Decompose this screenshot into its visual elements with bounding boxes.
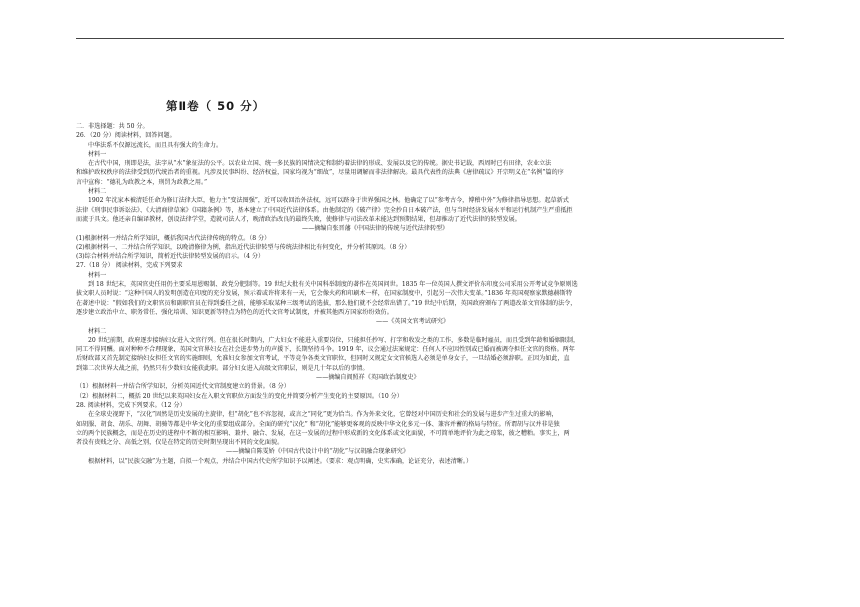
question-27-stem: 27.（18 分） 阅读材料，完成下列要求: [76, 262, 183, 270]
q26-material-2-text: 1902 年沈家本被清廷任命为修订法律大臣，他力主“变法图强”，近可以收回治外法权，远可以跻身于世界强国之林。他确定了以“参考古今，博稽中外”为修律指导思想。起草新式: [88, 197, 569, 205]
section-title: 第Ⅱ卷（ 50 分）: [166, 99, 266, 113]
q27-subquestion-1: （1）根据材料一并结合所学知识，分析英国近代文官制度建立的背景。（8 分）: [76, 383, 290, 391]
q28-material-text: 立的两个民族概念，而是在历史的进程中不断的相互影响、兼并、融合、发展，在这一发展的过程中形成新的文化体系或文化面貌，不可简单地评价为此之琼浆，彼之糟粕。事实上，两: [76, 429, 570, 437]
q27-material-2-text: 后财政部又首先制定接纳妇女担任文官的实施细则，允准妇女参加文官考试，平等竞争各类文官职位，但同时又规定女文官候选人必须是单身女子，一旦结婚必须辞职。正因为如此，直: [76, 355, 570, 363]
exam-page: [76, 98, 784, 466]
q27-material-2-label: 材料二: [88, 327, 107, 335]
q28-source-citation: ——摘编自陈雯娇《中国古代设计中的“胡化”与汉胡融合现象研究》: [226, 448, 409, 456]
q28-task: 根据材料，以“民族交融”为主题，自拟一个观点，并结合中国古代史所学知识予以阐述。（要求：观点明确，史实准确，论证充分，表述清晰。）: [88, 457, 473, 465]
q27-material-2-text: 20 世纪前期，政府逐步接纳妇女进入文官行列。但在很长时期内，广大妇女不能进入重要岗位，只能担任抄写、打字和收发之类的工作，多数是临时雇员，而且受到年龄和婚姻限制，: [88, 336, 580, 344]
q27-material-1-text: 到 18 世纪末，英国官吏任用仍主要采用恩赐制、政党分肥制等。19 世纪大批有关中国科举制度的著作在英国问世。1835 年一位英国人撰文评价东印度公司采用公开考试竞争原则选: [88, 281, 578, 289]
q26-material-2-text: 法律《刑事民事诉讼法》、《大清商律草案》《国籍条例》等，基本建立了中国近代法律体系。由他制定的《破产律》完全抄自日本破产法，但与当时经济发展水平和运行机制产生严重抵拒: [76, 206, 573, 214]
q26-intro: 中华法系不仅源远流长，而且具有强大的生命力。: [88, 141, 223, 149]
q26-material-1-label: 材料一: [88, 150, 107, 158]
question-type-heading: 二．非选择题：共 50 分。: [76, 123, 149, 130]
q26-subquestion-3: (3)综合材料并结合所学知识，简析近代法律转型发展的启示。（4 分）: [76, 253, 265, 261]
q27-material-1-label: 材料一: [88, 271, 107, 279]
q27-subquestion-2: （2）根据材料二，概括 20 世纪以来英国妇女在入职文官职位方面发生的变化并简要分析产生变化的主要原因。（10 分）: [76, 392, 403, 400]
q27-source-citation-2: ——摘编自阎照祥《英国政治制度史》: [316, 374, 420, 382]
q28-material-text: 者没有贵贱之分、高低之别，仅是在特定的历史时期呈现出不同的文化面貌。: [76, 439, 284, 447]
q27-material-1-text: 逐步建立政治中立、职务常任、强化培训、知识更新等特点为特色的近代文官考试制度，并被其他西方国家纷纷效仿。: [76, 308, 393, 316]
q26-source-citation: ——摘编自张晋藩《中国法律的传统与近代法律转型》: [302, 225, 449, 233]
question-28-stem: 28. 阅读材料，完成下列要求。（12 分）: [76, 401, 186, 409]
question-26-stem: 26．（20 分）阅读材料，回答问题。: [76, 132, 176, 140]
q26-material-2-label: 材料二: [88, 188, 107, 196]
q26-material-1-text: 在古代中国，刑即是法，法字从“水”象征法的公平。以农业立国、统一多民族的国情决定和制约着法律的形成、发展以及它的传统。据史书记载，西周时已有田律，农业立法: [88, 160, 552, 168]
q26-subquestion-2: (2)根据材料一、二并结合所学知识，以晚清修律为例，指出近代法律转型与传统法律相比有何变化，并分析其原因。（8 分）: [76, 243, 411, 251]
q27-material-2-text: 同工不得同酬。面对种种不合理现象，英国文官界妇女在社会进步势力的声援下，长期坚持斗争。1919 年，议会通过法案规定：任何人不应因性别或已婚而被调夺担任文官的资格。两年: [76, 346, 575, 354]
q26-subquestion-1: (1)根据材料一并结合所学知识，概括我国古代法律传统的特点。（8 分）: [76, 234, 271, 242]
q27-material-1-text: 拔文职人员时说：“这种中国人的发明创造在印度的充分发展，预示着或许将来有一天，它会像火药和印刷术一样，在国家制度中，引起另一次伟大变革。”1836 年英国观察家默德赫斯特: [76, 290, 572, 298]
q28-material-text: 在全球史视野下，“汉化”固然是历史发展的主旋律，但“胡化”也不容忽视，或言之“同化”更为恰当。作为外来文化，它曾经对中国历史和社会的发展与进步产生过重大的影响，: [88, 411, 558, 419]
q26-material-2-text: 而流于具文。他还亲自编译教材，创设法律学堂，造就司法人才，晚清政治改良的最终失败，使修律与司法改革未能达到预期结果，但却推动了近代法律的转型发展。: [76, 215, 521, 223]
q27-source-citation-1: ——《英国文官考试研究》: [376, 318, 450, 326]
q27-material-1-text: 在著述中说：“假如我们的文职官员和副职官员在得到委任之前，能够采取某种三级考试的选拔，那么他们就不会经常出错了。”19 世纪中后期，英国政府颁布了两道改革文官体制的法令，: [76, 299, 577, 307]
q27-material-2-text: 到第二次世界大战之前，仍然只有少数妇女能获此职。部分妇女进入高级文官职层，则是几十年以后的事情。: [76, 364, 369, 372]
q26-material-1-text: 言中宣称：“德礼为政教之本，刑罚为政教之用。”: [76, 178, 208, 186]
q26-material-1-text: 和维护政权秩序的法律受到历代统治者的重视。凡涉及民事纠纷、经济权益，国家均视为“细故”，尽量用调解而非法律解决。最具代表性的法典《唐律疏议》开宗明义在“名例”篇的序: [76, 169, 564, 177]
header-rule: [76, 38, 784, 39]
q28-material-text: 如胡服、胡食、胡乐、胡舞、胡骑等都是中华文化的重要组成部分。全面的研究“汉化” 和“胡化”能够更客观的反映中华文化多元一体、兼容并蓄的格局与特征。所谓胡与汉并非是独: [76, 420, 560, 428]
